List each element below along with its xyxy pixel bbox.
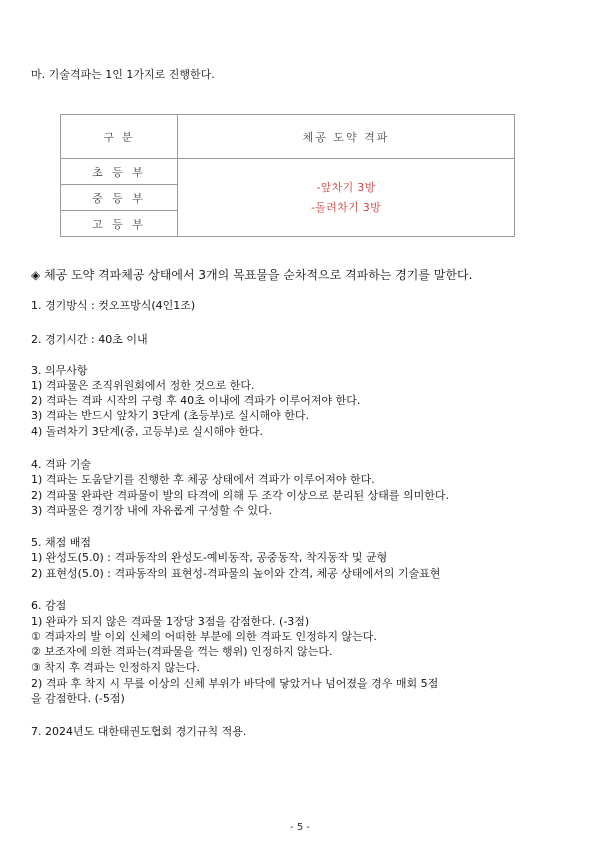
list-item: 1) 격파는 도움닫기를 진행한 후 체공 상태에서 격파가 이루어져야 한다. bbox=[31, 473, 375, 486]
group-middle: 중 등 부 bbox=[61, 185, 178, 211]
list-item: 2) 표현성(5.0) : 격파동작의 표현성-격파물의 높이와 간격, 체공 상태에서의 기술표현 bbox=[31, 567, 441, 580]
list-item: 2) 격파 후 착지 시 무릎 이상의 신체 부위가 바닥에 닿았거나 넘어졌을 경우 매회 5점 bbox=[31, 677, 439, 690]
event-table bbox=[60, 114, 515, 237]
headline bbox=[31, 266, 472, 283]
section-6-title: 6. 감점 bbox=[31, 599, 67, 612]
list-item: 1) 완파가 되지 않은 격파물 1장당 3점을 감점한다. (-3점) bbox=[31, 615, 310, 628]
group-high: 고 등 부 bbox=[61, 211, 178, 237]
group-elementary: 초 등 부 bbox=[61, 159, 178, 185]
list-item: 2) 격파물 완파란 격파물이 발의 타격에 의해 두 조각 이상으로 분리된 상태를 의미한다. bbox=[31, 489, 450, 502]
header-group: 구 분 bbox=[61, 115, 178, 159]
list-item: 3) 격파물은 경기장 내에 자유롭게 구성할 수 있다. bbox=[31, 504, 273, 517]
list-item: ① 격파자의 발 이외 신체의 어떠한 부분에 의한 격파도 인정하지 않는다. bbox=[31, 630, 377, 643]
section-4-title: 4. 격파 기술 bbox=[31, 458, 91, 471]
section-1: 1. 경기방식 : 컷오프방식(4인1조) bbox=[31, 299, 196, 312]
list-item: 3) 격파는 반드시 앞차기 3단계 (초등부)로 실시해야 한다. bbox=[31, 409, 309, 422]
list-item: 4) 돌려차기 3단계(중, 고등부)로 실시해야 한다. bbox=[31, 425, 263, 438]
list-item: 1) 완성도(5.0) : 격파동작의 완성도-예비동작, 공중동작, 착지동작 및 균형 bbox=[31, 551, 388, 564]
list-item: 을 감점한다. (-5점) bbox=[31, 692, 125, 705]
diamond-marker-icon: ◈ bbox=[31, 268, 41, 282]
content-line: -앞차기 3방 bbox=[316, 180, 376, 194]
headline-text: 체공 도약 격파체공 상태에서 3개의 목표물을 순차적으로 격파하는 경기를 말한다. bbox=[44, 268, 473, 282]
table-row bbox=[61, 159, 515, 185]
list-item: ③ 착지 후 격파는 인정하지 않는다. bbox=[31, 661, 200, 674]
section-2: 2. 경기시간 : 40초 이내 bbox=[31, 333, 148, 346]
section-7: 7. 2024년도 대한태권도협회 경기규칙 적용. bbox=[31, 725, 247, 738]
section-5-title: 5. 채점 배점 bbox=[31, 536, 91, 549]
event-content bbox=[178, 159, 515, 237]
header-event: 체공 도약 격파 bbox=[178, 115, 515, 159]
content-line: -돌려차기 3방 bbox=[311, 200, 381, 214]
table-header-row bbox=[61, 115, 515, 159]
list-item: 1) 격파물은 조직위원회에서 정한 것으로 한다. bbox=[31, 379, 255, 392]
intro-text: 마. 기술격파는 1인 1가지로 진행한다. bbox=[31, 68, 215, 81]
section-3-title: 3. 의무사항 bbox=[31, 364, 88, 377]
list-item: ② 보조자에 의한 격파는(격파물을 꺽는 행위) 인정하지 않는다. bbox=[31, 645, 333, 658]
list-item: 2) 격파는 격파 시작의 구령 후 40초 이내에 격파가 이루어져야 한다. bbox=[31, 394, 361, 407]
page-number: - 5 - bbox=[290, 822, 310, 833]
